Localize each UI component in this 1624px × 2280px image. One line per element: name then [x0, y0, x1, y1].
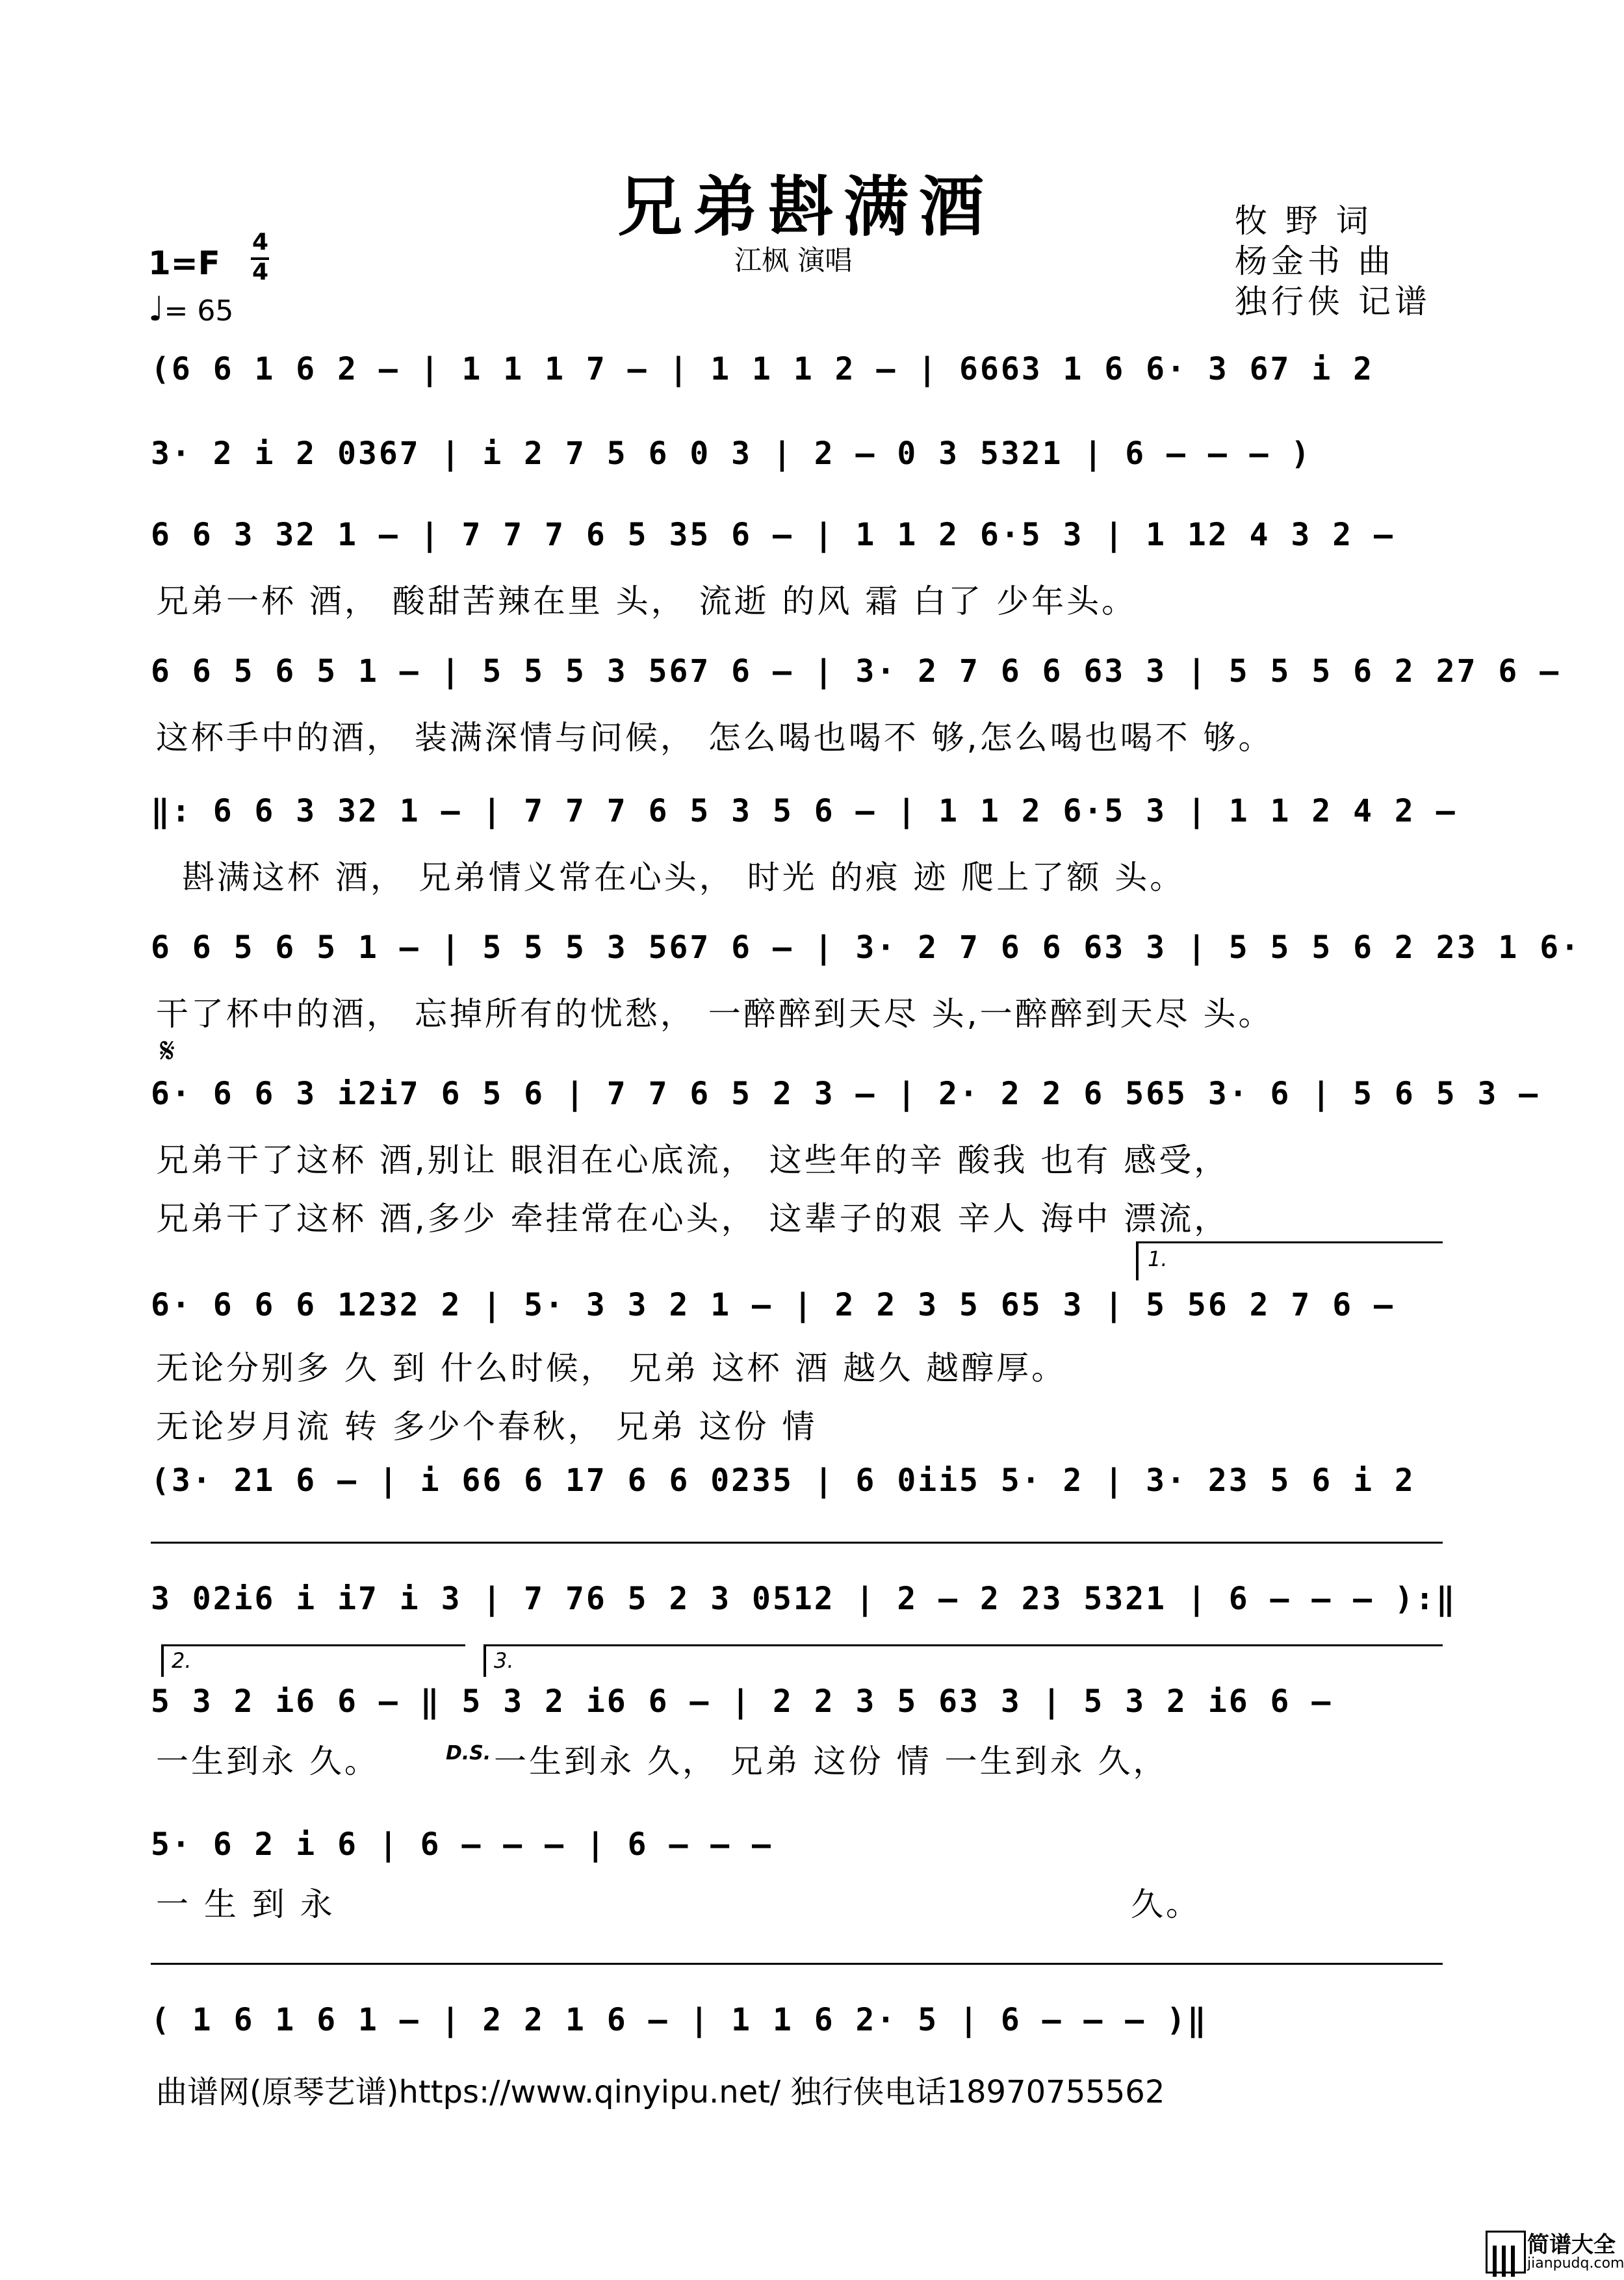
lyric-line: 斟满这杯 酒， 兄弟情义常在心头， 时光 的痕 迹 爬上了额 头。 — [182, 859, 1185, 896]
lyric-line: 兄弟干了这杯 酒,多少 牵挂常在心头， 这辈子的艰 辛人 海中 漂流， — [156, 1200, 1230, 1237]
notation-line: 6· 6 6 6 1232 2 | 5· 3 3 2 1 – | 2 2 3 5 65 3 | 5 56 2 7 6 – — [151, 1287, 1395, 1323]
volta-number: 3. — [494, 1648, 514, 1673]
notation-line: 6 6 3 32 1 – | 7 7 7 6 5 35 6 – | 1 1 2 6·5 3 | 1 12 4 3 2 – — [151, 517, 1395, 553]
time-signature-top: 4 — [252, 229, 269, 255]
transcriber-credit: 独行侠 记谱 — [1235, 283, 1431, 320]
singer-credit: 江枫 演唱 — [734, 244, 853, 276]
notation-line: 6 6 5 6 5 1 – | 5 5 5 3 567 6 – | 3· 2 7 6 6 63 3 | 5 5 5 6 2 23 1 6· — [151, 929, 1581, 966]
notation-line: (3· 21 6 – | i 66 6 17 6 6 0235 | 6 0ii5 5· 2 | 3· 23 5 6 i 2 — [151, 1462, 1415, 1499]
lyric-line: 无论岁月流 转 多少个春秋， 兄弟 这份 情 — [156, 1408, 818, 1445]
lyric-line: 兄弟干了这杯 酒,别让 眼泪在心底流， 这些年的辛 酸我 也有 感受， — [156, 1141, 1230, 1179]
notation-line: (6 6 1 6 2 – | 1 1 1 7 – | 1 1 1 2 – | 6663 1 6 6· 3 67 i 2 — [151, 351, 1374, 387]
volta-number: 1. — [1148, 1247, 1168, 1271]
tempo-value: = 65 — [164, 294, 234, 328]
volta-bracket — [161, 1644, 465, 1646]
song-title: 兄弟斟满酒 — [617, 168, 994, 245]
lyric-line: 干了杯中的酒， 忘掉所有的忧愁， 一醉醉到天尽 头,一醉醉到天尽 头。 — [156, 995, 1274, 1033]
tempo-marking — [148, 290, 233, 329]
notation-line: 3 02i6 i i7 i 3 | 7 76 5 2 3 0512 | 2 – 2 23 5321 | 6 – – – ):‖ — [151, 1581, 1457, 1617]
time-signature-bottom: 4 — [252, 259, 269, 285]
lyric-line: 一生到永 久， 兄弟 这份 情 一生到永 久， — [494, 1742, 1168, 1780]
notation-line: 6 6 5 6 5 1 – | 5 5 5 3 567 6 – | 3· 2 7 6 6 63 3 | 5 5 5 6 2 27 6 – — [151, 653, 1561, 690]
lyricist-credit: 牧 野 词 — [1235, 202, 1373, 240]
repeat-bracket — [151, 1542, 1443, 1544]
lyric-line: 兄弟一杯 酒， 酸甜苦辣在里 头， 流逝 的风 霜 白了 少年头。 — [156, 582, 1137, 620]
lyric-line: 一 生 到 永 — [156, 1885, 335, 1923]
volta-number: 2. — [172, 1648, 192, 1673]
volta-bracket-edge — [483, 1644, 486, 1677]
piano-keys-icon — [1486, 2231, 1526, 2274]
site-logo — [1482, 2222, 1624, 2280]
logo-name: 简谱大全 — [1527, 2232, 1616, 2258]
notation-line: 5· 6 2 i 6 | 6 – – – | 6 – – – — [151, 1826, 773, 1863]
volta-bracket — [483, 1644, 1443, 1646]
footer-source: 曲谱网(原琴艺谱)https://www.qinyipu.net/ 独行侠电话18970755562 — [156, 2074, 1165, 2110]
segno-icon: 𝄋 — [160, 1030, 175, 1071]
quarter-note-icon: ♩ — [148, 290, 164, 329]
notation-line: ( 1 6 1 6 1 – | 2 2 1 6 – | 1 1 6 2· 5 | 6 – – – )‖ — [151, 2002, 1208, 2038]
dal-segno-marker: D.S. — [446, 1742, 491, 1765]
lyric-line: 一生到永 久。 — [156, 1742, 380, 1780]
notation-line: 6· 6 6 3 i2i7 6 5 6 | 7 7 6 5 2 3 – | 2· 2 2 6 565 3· 6 | 5 6 5 3 – — [151, 1076, 1540, 1112]
key-signature: 1=F — [148, 244, 220, 282]
logo-url: jianpudq.com — [1527, 2255, 1624, 2272]
volta-bracket — [1136, 1241, 1443, 1243]
volta-bracket-edge — [1136, 1241, 1139, 1280]
notation-line: 3· 2 i 2 0367 | i 2 7 5 6 0 3 | 2 – 0 3 5321 | 6 – – – ) — [151, 435, 1312, 472]
notation-line: ‖: 6 6 3 32 1 – | 7 7 7 6 5 3 5 6 – | 1 1 2 6·5 3 | 1 1 2 4 2 – — [151, 793, 1457, 829]
notation-line: 5 3 2 i6 6 – ‖ 5 3 2 i6 6 – | 2 2 3 5 63 3 | 5 3 2 i6 6 – — [151, 1683, 1333, 1720]
repeat-bracket — [151, 1963, 1443, 1965]
lyric-line: 久。 — [1131, 1885, 1201, 1923]
composer-credit: 杨金书 曲 — [1235, 242, 1395, 280]
lyric-line: 这杯手中的酒， 装满深情与问候， 怎么喝也喝不 够,怎么喝也喝不 够。 — [156, 719, 1274, 757]
lyric-line: 无论分别多 久 到 什么时候， 兄弟 这杯 酒 越久 越醇厚。 — [156, 1349, 1067, 1387]
volta-bracket-edge — [161, 1644, 164, 1677]
